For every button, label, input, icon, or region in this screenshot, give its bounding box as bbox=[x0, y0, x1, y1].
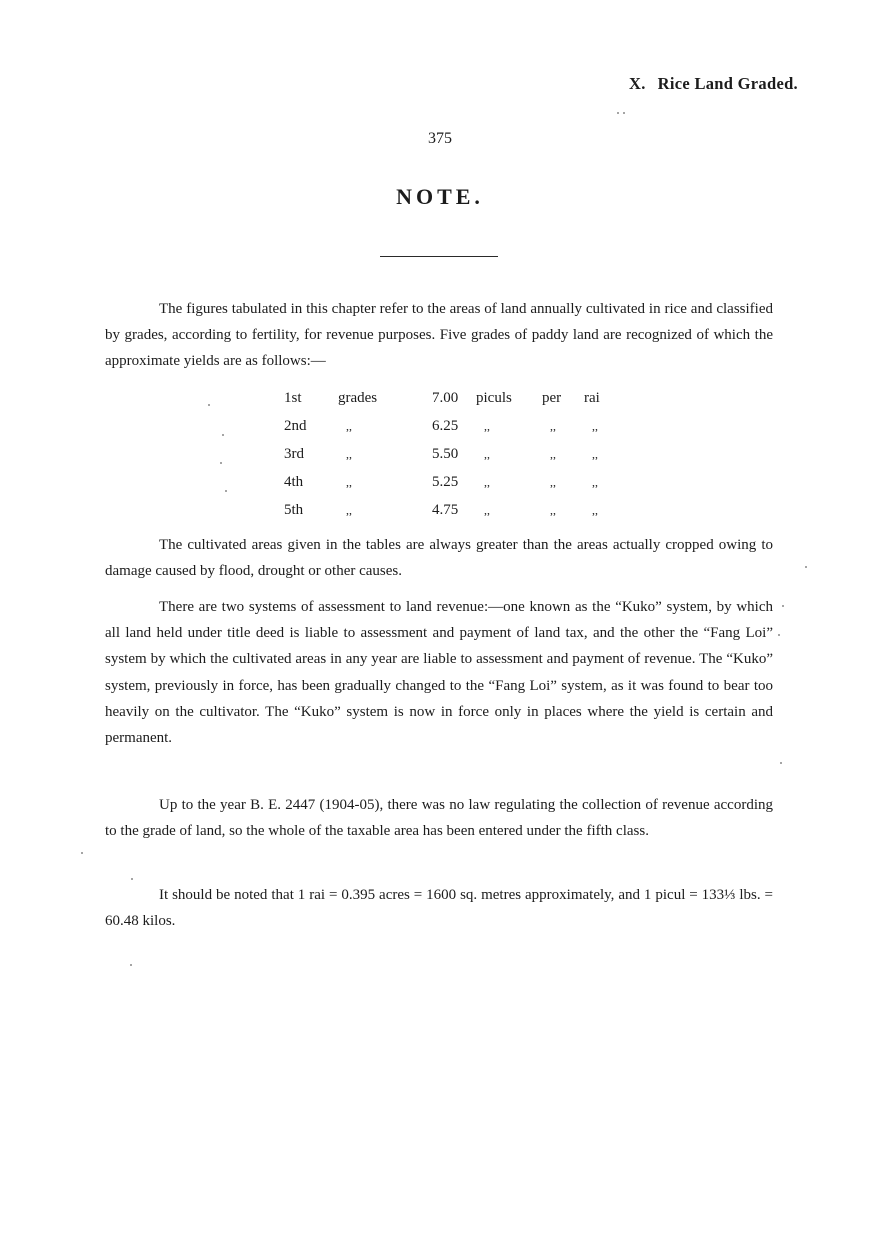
area-unit: rai bbox=[584, 389, 600, 406]
ditto-mark: ,, bbox=[346, 418, 352, 433]
table-row bbox=[284, 440, 622, 468]
grade-ordinal: 1st bbox=[284, 389, 302, 406]
running-head bbox=[629, 74, 798, 94]
yield-table bbox=[284, 384, 622, 524]
paragraph-assessment-systems: There are two systems of assessment to land revenue:—one known as the “Kuko” system, by which all land held under title deed is liable to assessment and payment of land tax, and the other the “Fang Loi” system by which the cultivated areas in any year are liable to assessment and payment of revenue. The “Kuko” system, previously in force, has been gradually changed to the “Fang Loi” system, as it was found to bear too heavily on the cultivator. The “Kuko” system is now in force only in places where the yield is certain and permanent. bbox=[105, 599, 773, 747]
yield-value: 6.25 bbox=[432, 417, 459, 434]
grade-ordinal: 3rd bbox=[284, 445, 304, 462]
scan-speck bbox=[81, 852, 83, 854]
heading-rule bbox=[380, 256, 498, 257]
yield-value: 7.00 bbox=[432, 389, 459, 406]
paragraph-law-history: Up to the year B. E. 2447 (1904-05), there was no law regulating the collection of revenue according to the grade of land, so the whole of the taxable area has been entered under the fifth class. bbox=[105, 797, 773, 840]
page-number: 375 bbox=[428, 130, 452, 147]
table-row bbox=[284, 384, 622, 412]
yield-unit: piculs bbox=[476, 389, 512, 406]
section-number: X. bbox=[629, 74, 646, 93]
table-row bbox=[284, 412, 622, 440]
grade-ordinal: 4th bbox=[284, 473, 304, 490]
scan-speck bbox=[778, 634, 780, 636]
yield-value: 4.75 bbox=[432, 501, 459, 518]
scan-speck bbox=[225, 490, 227, 492]
paragraph-intro: The figures tabulated in this chapter refer to the areas of land annually cultivated in rice and classified by grades, according to fertility, for revenue purposes. Five grades of paddy land are recognized of which the approximate yields are as follows:— bbox=[105, 301, 773, 370]
scan-speck bbox=[780, 762, 782, 764]
ditto-mark: ,, bbox=[550, 474, 556, 489]
paragraph-cultivated-areas: The cultivated areas given in the tables are always greater than the areas actually cropped owing to damage caused by flood, drought or other causes. bbox=[105, 537, 773, 580]
ditto-mark: ,, bbox=[550, 502, 556, 517]
per-word: per bbox=[542, 389, 562, 406]
ditto-mark: ,, bbox=[484, 446, 490, 461]
ditto-mark: ,, bbox=[346, 474, 352, 489]
section-title: Rice Land Graded. bbox=[657, 74, 798, 93]
ditto-mark: ,, bbox=[592, 474, 598, 489]
ditto-mark: ,, bbox=[484, 502, 490, 517]
ditto-mark: ,, bbox=[484, 474, 490, 489]
ditto-mark: ,, bbox=[592, 502, 598, 517]
grade-label: grades bbox=[338, 389, 378, 406]
scan-speck bbox=[782, 605, 784, 607]
ditto-mark: ,, bbox=[346, 502, 352, 517]
scan-speck bbox=[130, 964, 132, 966]
scan-speck bbox=[220, 462, 222, 464]
yield-value: 5.25 bbox=[432, 473, 459, 490]
grade-ordinal: 2nd bbox=[284, 417, 307, 434]
ditto-mark: ,, bbox=[592, 418, 598, 433]
yield-value: 5.50 bbox=[432, 445, 459, 462]
ditto-mark: ,, bbox=[592, 446, 598, 461]
table-row bbox=[284, 496, 622, 524]
ditto-mark: ,, bbox=[346, 446, 352, 461]
ditto-mark: ,, bbox=[484, 418, 490, 433]
scan-speck bbox=[617, 112, 619, 114]
note-heading: NOTE. bbox=[396, 184, 484, 209]
grade-ordinal: 5th bbox=[284, 501, 304, 518]
scan-speck bbox=[222, 434, 224, 436]
paragraph-unit-conversion: It should be noted that 1 rai = 0.395 acres = 1600 sq. metres approximately, and 1 picul = 133⅓ lbs. = 60.48 kilos. bbox=[105, 887, 773, 930]
table-row bbox=[284, 468, 622, 496]
scan-speck bbox=[623, 112, 625, 114]
scan-speck bbox=[805, 566, 807, 568]
ditto-mark: ,, bbox=[550, 446, 556, 461]
scan-speck bbox=[208, 404, 210, 406]
ditto-mark: ,, bbox=[550, 418, 556, 433]
scan-speck bbox=[131, 878, 133, 880]
